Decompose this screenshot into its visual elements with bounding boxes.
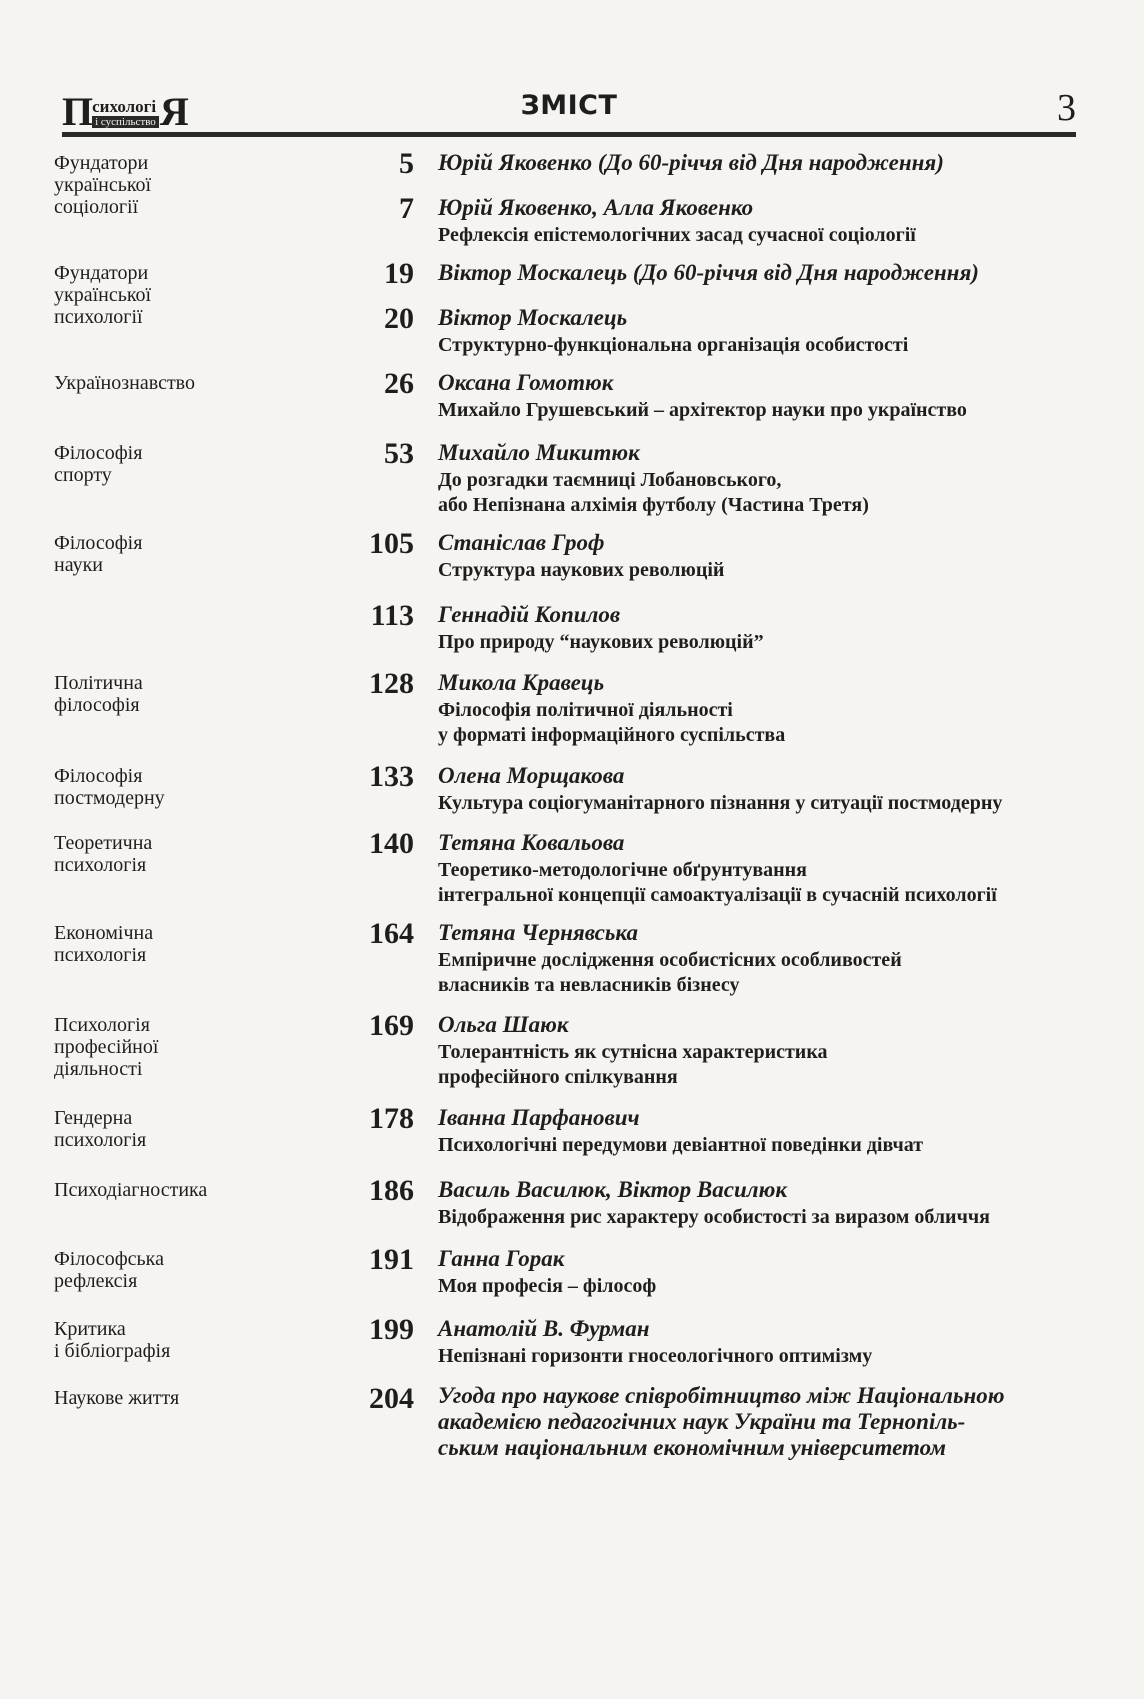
section-entries: [284, 918, 1084, 998]
entry-text: [414, 1175, 990, 1230]
toc-entry[interactable]: [284, 1103, 1084, 1158]
entry-title-line: Толерантність як сутнісна характеристика: [438, 1041, 828, 1063]
section-heading-line: Філософська: [54, 1248, 164, 1270]
logo-bottom-text: і суспільство: [92, 116, 159, 128]
section-entries: [284, 1175, 1084, 1230]
entry-title-line: Культура соціогуманітарного пізнання у ситуації постмодерну: [438, 792, 1003, 814]
toc-entry[interactable]: [284, 1010, 1084, 1090]
section-entries: [284, 1103, 1084, 1158]
section-heading-line: соціології: [54, 196, 139, 218]
entry-page-number: 7: [399, 192, 414, 225]
section-heading-line: професійної: [54, 1036, 159, 1058]
entry-page-number: 19: [384, 257, 414, 290]
toc-entry[interactable]: [284, 528, 1084, 583]
entry-author: Віктор Москалець (До 60-річчя від Дня народження): [438, 260, 979, 285]
entry-title-line: Моя професія – філософ: [438, 1275, 657, 1297]
section-heading-line: психологія: [54, 944, 147, 966]
entry-page-number: 186: [369, 1174, 414, 1207]
toc-row: [54, 368, 1084, 423]
toc-entry[interactable]: [284, 668, 1084, 748]
entry-text: [414, 668, 785, 748]
entry-title-line: Емпіричне дослідження особистісних особливостей: [438, 949, 902, 971]
entry-text: [414, 148, 944, 180]
section-heading: [54, 528, 284, 576]
entry-author-line: академією педагогічних наук України та Тернопіль-: [438, 1409, 966, 1434]
entry-text: [414, 1010, 828, 1090]
entry-title-line: Психологічні передумови девіантної поведінки дівчат: [438, 1134, 924, 1156]
toc-row: [54, 1175, 1084, 1230]
section-entries: [284, 668, 1084, 748]
section-heading-line: Філософія: [54, 765, 143, 787]
section-heading-line: психологія: [54, 854, 147, 876]
entry-text: [414, 193, 916, 248]
entry-title-line: професійного спілкування: [438, 1066, 678, 1088]
entry-title-line: Про природу “наукових революцій”: [438, 631, 764, 653]
section-heading: [54, 1244, 284, 1299]
entry-text: [414, 528, 724, 583]
section-heading-line: психологія: [54, 1129, 147, 1151]
section-heading-line: Політична: [54, 672, 143, 694]
entry-text: [414, 303, 908, 358]
entry-page-number: 128: [369, 667, 414, 700]
toc-row: [54, 1383, 1084, 1461]
toc-row: [54, 1103, 1084, 1158]
section-entries: [284, 527, 1084, 653]
toc-entry[interactable]: [284, 1244, 1084, 1299]
toc-row: [54, 668, 1084, 748]
entry-title-line: власників та невласників бізнесу: [438, 974, 740, 996]
section-heading: [54, 1314, 284, 1369]
toc-entry[interactable]: [284, 1175, 1084, 1230]
toc-entry[interactable]: [284, 600, 1084, 655]
toc-entry[interactable]: [284, 303, 1084, 358]
entry-title-line: або Непізнана алхімія футболу (Частина Третя): [438, 494, 869, 516]
entry-author: Іванна Парфанович: [438, 1105, 640, 1130]
entry-text: [414, 1103, 923, 1158]
entry-text: [414, 258, 979, 290]
entry-page-number: 26: [384, 367, 414, 400]
section-heading: [54, 1383, 284, 1461]
logo-letter-left: П: [62, 89, 92, 134]
section-heading-line: Фундатори: [54, 262, 149, 284]
section-heading-line: постмодерну: [54, 787, 165, 809]
toc-entry[interactable]: [284, 258, 1084, 290]
entry-author: Михайло Микитюк: [438, 440, 640, 465]
toc-entry[interactable]: [284, 828, 1084, 908]
toc-row: [54, 1314, 1084, 1369]
entry-author: Василь Василюк, Віктор Василюк: [438, 1177, 788, 1202]
section-heading: [54, 1010, 284, 1090]
toc-row: [54, 761, 1084, 816]
section-entries: [284, 1383, 1084, 1461]
entry-page-number: 105: [369, 527, 414, 560]
toc-row: [54, 1244, 1084, 1299]
entry-author: Тетяна Чернявська: [438, 920, 638, 945]
section-entries: [284, 1010, 1084, 1090]
section-entries: [284, 257, 1084, 356]
entry-text: [414, 761, 1002, 816]
section-heading: [54, 1175, 284, 1230]
entry-page-number: 5: [399, 147, 414, 180]
section-entries: [284, 761, 1084, 816]
toc-entry[interactable]: [284, 918, 1084, 998]
section-heading-line: Наукове життя: [54, 1387, 180, 1409]
entry-page-number: 178: [369, 1102, 414, 1135]
entry-title-line: Рефлексія епістемологічних засад сучасної соціології: [438, 224, 916, 246]
entry-text: [414, 828, 997, 908]
entry-text: [414, 1314, 872, 1369]
section-heading-line: Філософія: [54, 442, 143, 464]
entry-author: Тетяна Ковальова: [438, 830, 625, 855]
section-heading-line: Фундатори: [54, 152, 149, 174]
entry-author-line: Угода про наукове співробітництво між Національною: [438, 1383, 1005, 1408]
section-heading-line: Теоретична: [54, 832, 153, 854]
section-heading-line: Психологія: [54, 1014, 150, 1036]
entry-author: Геннадій Копилов: [438, 602, 621, 627]
entry-author: Юрій Яковенко (До 60-річчя від Дня народження): [438, 150, 944, 175]
toc-row: [54, 438, 1084, 518]
toc-entry[interactable]: [284, 148, 1084, 180]
section-heading: [54, 368, 284, 423]
entry-author: Микола Кравець: [438, 670, 605, 695]
entry-title-line: інтегральної концепції самоактуалізації в сучасній психології: [438, 884, 997, 906]
section-heading: [54, 258, 284, 328]
toc-row: [54, 527, 1084, 653]
page-title: ЗМІСТ: [520, 90, 618, 121]
section-heading: [54, 148, 284, 218]
entry-text: [414, 438, 869, 518]
section-heading-line: діяльності: [54, 1058, 143, 1080]
entry-title-line: Відображення рис характеру особистості за виразом обличчя: [438, 1206, 990, 1228]
entry-page-number: 133: [369, 760, 414, 793]
toc-entry[interactable]: [284, 1314, 1084, 1369]
toc-entry[interactable]: [284, 368, 1084, 423]
entry-page-number: 164: [369, 917, 414, 950]
section-heading-line: Українознавство: [54, 372, 195, 394]
entry-author: Оксана Гомотюк: [438, 370, 614, 395]
entry-title-line: Структурно-функціональна організація особистості: [438, 334, 909, 356]
entry-author: Ольга Шаюк: [438, 1012, 569, 1037]
entry-title-line: Філософія політичної діяльності: [438, 699, 733, 721]
entry-text: [414, 1383, 1005, 1461]
entry-page-number: 53: [384, 437, 414, 470]
section-heading-line: психології: [54, 306, 143, 328]
toc-row: [54, 918, 1084, 998]
entry-page-number: 191: [369, 1243, 414, 1276]
section-heading-line: спорту: [54, 464, 112, 486]
section-heading-line: науки: [54, 554, 103, 576]
section-heading-line: і бібліографія: [54, 1340, 171, 1362]
section-heading-line: Гендерна: [54, 1107, 133, 1129]
toc-row: [54, 147, 1084, 246]
entry-page-number: 20: [384, 302, 414, 335]
section-entries: [284, 438, 1084, 518]
toc-row: [54, 828, 1084, 908]
section-heading-line: філософія: [54, 694, 140, 716]
section-heading: [54, 761, 284, 816]
page-header: [62, 87, 1076, 137]
entry-title-line: До розгадки таємниці Лобановського,: [438, 469, 782, 491]
entry-author: Юрій Яковенко, Алла Яковенко: [438, 195, 754, 220]
entry-author: Станіслав Гроф: [438, 530, 605, 555]
section-heading-line: Критика: [54, 1318, 126, 1340]
logo-top-text: сихологі: [92, 97, 157, 116]
toc-entry[interactable]: [284, 193, 1084, 248]
toc-row: [54, 257, 1084, 356]
section-heading-line: рефлексія: [54, 1270, 138, 1292]
entry-title-line: Теоретико-методологічне обґрунтування: [438, 859, 807, 881]
entry-page-number: 169: [369, 1009, 414, 1042]
section-entries: [284, 1314, 1084, 1369]
section-heading-line: Філософія: [54, 532, 143, 554]
section-entries: [284, 147, 1084, 246]
entry-text: [414, 600, 764, 655]
section-entries: [284, 1244, 1084, 1299]
toc-row: [54, 1010, 1084, 1090]
page-number: 3: [1057, 87, 1076, 129]
entry-author: Анатолій В. Фурман: [438, 1316, 650, 1341]
entry-title-line: у форматі інформаційного суспільства: [438, 724, 786, 746]
section-heading: [54, 828, 284, 908]
section-heading-line: української: [54, 174, 152, 196]
entry-text: [414, 1244, 656, 1299]
section-heading: [54, 918, 284, 998]
toc-entry[interactable]: [284, 438, 1084, 518]
toc-entry[interactable]: [284, 1383, 1084, 1461]
entry-title-line: Михайло Грушевський – архітектор науки про українство: [438, 399, 967, 421]
entry-author-line: ським національним економічним університетом: [438, 1435, 946, 1460]
section-heading-line: української: [54, 284, 152, 306]
entry-author: Ганна Горак: [438, 1246, 565, 1271]
section-entries: [284, 368, 1084, 423]
section-entries: [284, 828, 1084, 908]
section-heading-line: Економічна: [54, 922, 154, 944]
entry-page-number: 140: [369, 827, 414, 860]
entry-author: Віктор Москалець: [438, 305, 628, 330]
entry-title-line: Непізнані горизонти гносеологічного оптимізму: [438, 1345, 873, 1367]
section-heading-line: Психодіагностика: [54, 1179, 208, 1201]
section-heading: [54, 668, 284, 748]
section-heading: [54, 438, 284, 518]
entry-page-number: 204: [369, 1382, 414, 1415]
entry-text: [414, 368, 967, 423]
logo-letter-right: Я: [159, 89, 187, 134]
entry-author: Олена Морщакова: [438, 763, 625, 788]
toc-entry[interactable]: [284, 761, 1084, 816]
section-heading: [54, 1103, 284, 1158]
entry-text: [414, 918, 902, 998]
entry-page-number: 113: [370, 599, 414, 632]
entry-page-number: 199: [369, 1313, 414, 1346]
entry-title-line: Структура наукових революцій: [438, 559, 725, 581]
